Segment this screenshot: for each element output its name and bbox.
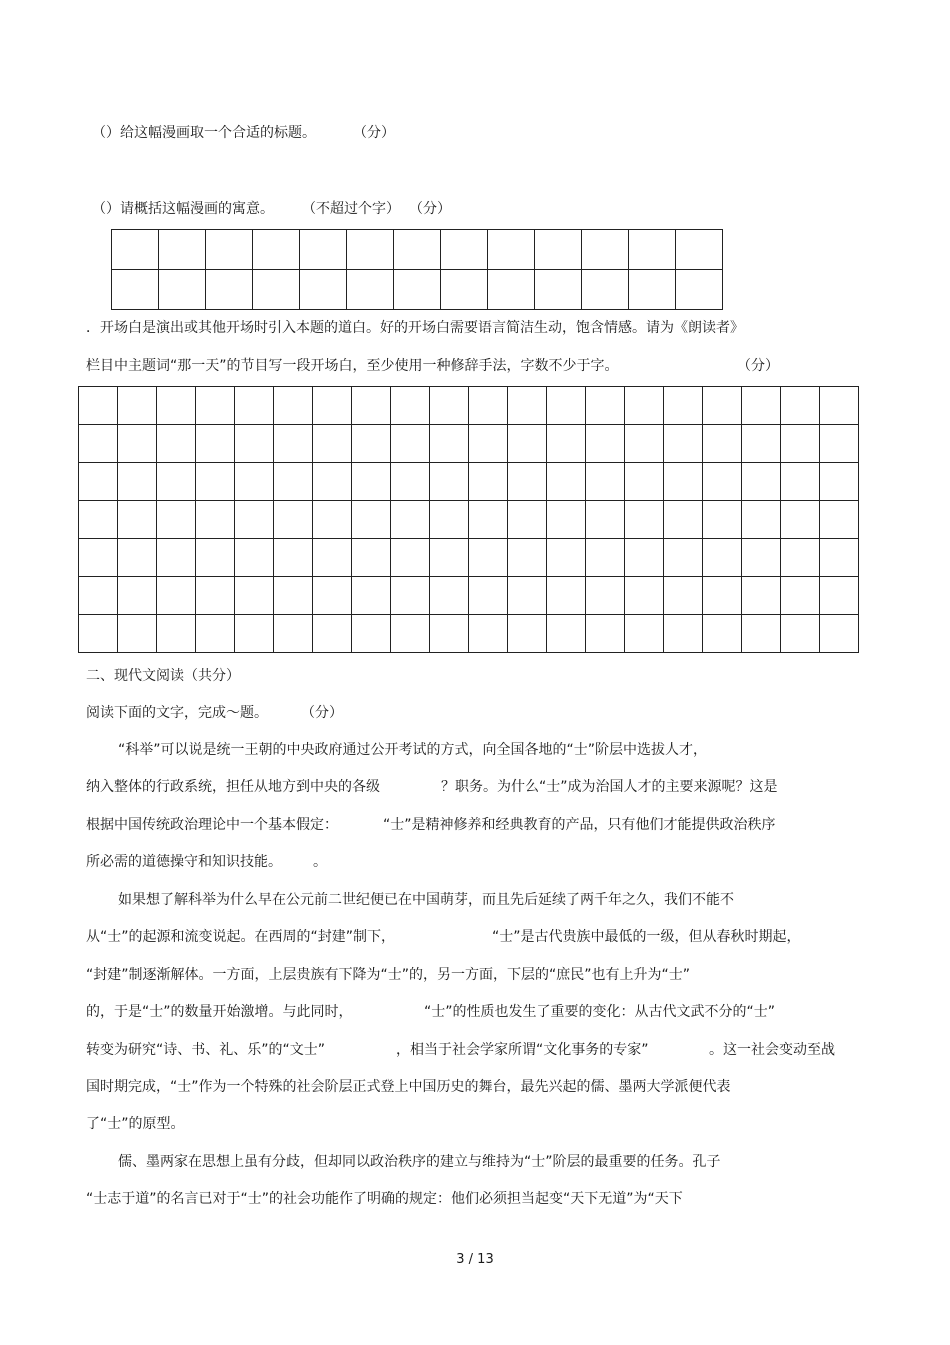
grid-cell[interactable] [430,387,469,425]
grid-cell[interactable] [547,539,586,577]
grid-cell[interactable] [781,577,820,615]
passage-p1-line3b: “士”是精神修养和经典教育的产品，只有他们才能提供政治秩序 [383,817,776,833]
grid-cell[interactable] [582,230,629,270]
grid-cell[interactable] [430,539,469,577]
question-opening-score: （分） [737,358,779,374]
grid-cell[interactable] [235,425,274,463]
grid-cell[interactable] [79,539,118,577]
passage-p1-line4b: 。 [313,854,327,870]
grid-cell[interactable] [586,577,625,615]
grid-cell[interactable] [508,463,547,501]
grid-cell[interactable] [781,539,820,577]
question-title: （）给这幅漫画取一个合适的标题。 [92,125,316,141]
grid-cell[interactable] [352,577,391,615]
grid-cell[interactable] [508,501,547,539]
grid-cell[interactable] [430,425,469,463]
grid-cell[interactable] [547,501,586,539]
grid-cell[interactable] [547,425,586,463]
passage-p1-line4a: 所必需的道德操守和知识技能。 [86,854,282,870]
grid-row [79,501,859,539]
grid-cell[interactable] [703,577,742,615]
grid-cell[interactable] [508,387,547,425]
grid-cell[interactable] [430,577,469,615]
grid-cell[interactable] [469,425,508,463]
grid-cell[interactable] [508,577,547,615]
question-opening-line1: ．开场白是演出或其他开场时引入本题的道白。好的开场白需要语言简洁生动，饱含情感。请为《朗读者》 [86,320,744,336]
question-meaning: （）请概括这幅漫画的寓意。 [92,201,274,217]
grid-cell[interactable] [664,463,703,501]
grid-cell[interactable] [703,615,742,653]
grid-cell[interactable] [196,425,235,463]
grid-cell[interactable] [625,463,664,501]
grid-cell[interactable] [313,539,352,577]
grid-cell[interactable] [196,387,235,425]
grid-row [79,577,859,615]
grid-cell[interactable] [352,539,391,577]
grid-cell[interactable] [118,577,157,615]
grid-cell[interactable] [703,387,742,425]
grid-cell[interactable] [586,615,625,653]
grid-cell[interactable] [196,539,235,577]
grid-cell[interactable] [586,425,625,463]
grid-cell[interactable] [253,270,300,310]
grid-cell[interactable] [157,615,196,653]
passage-p2-line2a: 从“士”的起源和流变说起。在西周的“封建”制下， [86,929,396,945]
passage-p1-line3a: 根据中国传统政治理论中一个基本假定： [86,817,338,833]
grid-cell[interactable] [300,230,347,270]
grid-cell[interactable] [352,615,391,653]
grid-cell[interactable] [157,387,196,425]
grid-cell[interactable] [547,463,586,501]
grid-cell[interactable] [742,425,781,463]
grid-cell[interactable] [313,615,352,653]
passage-p2-line4b: “士”的性质也发生了重要的变化：从古代文武不分的“士” [424,1004,776,1020]
grid-cell[interactable] [157,577,196,615]
grid-cell[interactable] [79,577,118,615]
grid-cell[interactable] [586,463,625,501]
grid-cell[interactable] [781,463,820,501]
grid-cell[interactable] [157,425,196,463]
passage-p2-line5b: ，相当于社会学家所谓“文化事务的专家” [396,1042,649,1058]
grid-cell[interactable] [625,539,664,577]
grid-cell[interactable] [79,615,118,653]
grid-cell[interactable] [781,615,820,653]
grid-cell[interactable] [664,425,703,463]
grid-cell[interactable] [391,577,430,615]
grid-cell[interactable] [196,577,235,615]
passage-p2-line5a: 转变为研究“诗、书、礼、乐”的“文士” [86,1042,326,1058]
grid-cell[interactable] [676,270,723,310]
grid-cell[interactable] [196,615,235,653]
grid-cell[interactable] [391,539,430,577]
grid-cell[interactable] [235,463,274,501]
question-title-score: （分） [353,125,395,141]
grid-cell[interactable] [391,615,430,653]
grid-cell[interactable] [703,539,742,577]
grid-cell[interactable] [430,501,469,539]
grid-cell[interactable] [118,425,157,463]
grid-cell[interactable] [664,615,703,653]
grid-cell[interactable] [488,230,535,270]
passage-p1-line2a: 纳入整体的行政系统，担任从地方到中央的各级 [86,779,380,795]
grid-cell[interactable] [274,387,313,425]
grid-cell[interactable] [625,425,664,463]
grid-cell[interactable] [118,501,157,539]
question-meaning-score: （分） [409,201,451,217]
grid-cell[interactable] [352,463,391,501]
grid-cell[interactable] [274,501,313,539]
passage-p2-line2b: “士”是古代贵族中最低的一级，但从春秋时期起， [492,929,801,945]
grid-cell[interactable] [394,270,441,310]
grid-cell[interactable] [547,387,586,425]
question-meaning-limit: （不超过个字） [302,201,400,217]
short-answer-grid[interactable] [111,229,723,310]
grid-cell[interactable] [547,615,586,653]
grid-row [112,270,723,310]
grid-cell[interactable] [196,501,235,539]
grid-cell[interactable] [703,501,742,539]
grid-cell[interactable] [820,539,859,577]
passage-p3-line1: 儒、墨两家在思想上虽有分歧，但却同以政治秩序的建立与维持为“士”阶层的最重要的任务。孔子 [118,1154,721,1170]
grid-cell[interactable] [157,463,196,501]
grid-cell[interactable] [535,230,582,270]
grid-cell[interactable] [469,577,508,615]
passage-p3-line2: “士志于道”的名言已对于“士”的社会功能作了明确的规定：他们必须担当起变“天下无道”为“天下 [86,1191,683,1207]
grid-cell[interactable] [157,539,196,577]
grid-cell[interactable] [79,463,118,501]
grid-cell[interactable] [313,577,352,615]
passage-p2-line1: 如果想了解科举为什么早在公元前二世纪便已在中国萌芽，而且先后延续了两千年之久，我们不能不 [118,892,734,908]
grid-cell[interactable] [235,577,274,615]
grid-cell[interactable] [313,501,352,539]
grid-cell[interactable] [625,615,664,653]
grid-cell[interactable] [488,270,535,310]
grid-cell[interactable] [159,270,206,310]
grid-cell[interactable] [508,425,547,463]
grid-cell[interactable] [79,425,118,463]
grid-cell[interactable] [742,387,781,425]
grid-cell[interactable] [742,463,781,501]
grid-cell[interactable] [625,387,664,425]
grid-cell[interactable] [274,615,313,653]
grid-cell[interactable] [469,615,508,653]
passage-p2-line3: “封建”制逐渐解体。一方面，上层贵族有下降为“士”的，另一方面，下层的“庶民”也有上升为“士” [86,967,691,983]
grid-cell[interactable] [469,463,508,501]
grid-cell[interactable] [159,230,206,270]
grid-cell[interactable] [347,230,394,270]
passage-p2-line6: 国时期完成，“士”作为一个特殊的社会阶层正式登上中国历史的舞台，最先兴起的儒、墨两大学派便代表 [86,1079,731,1095]
grid-cell[interactable] [508,615,547,653]
grid-cell[interactable] [586,387,625,425]
grid-cell[interactable] [274,425,313,463]
grid-cell[interactable] [157,501,196,539]
grid-cell[interactable] [508,539,547,577]
grid-cell[interactable] [235,539,274,577]
passage-p2-line7: 了“士”的原型。 [86,1116,185,1132]
passage-p1-line2b: ？职务。为什么“士”成为治国人才的主要来源呢？这是 [441,779,778,795]
grid-cell[interactable] [703,425,742,463]
grid-cell[interactable] [742,501,781,539]
grid-row [79,615,859,653]
grid-cell[interactable] [196,463,235,501]
grid-cell[interactable] [664,387,703,425]
grid-cell[interactable] [586,501,625,539]
grid-cell[interactable] [118,539,157,577]
grid-cell[interactable] [781,387,820,425]
grid-cell[interactable] [441,270,488,310]
grid-cell[interactable] [112,230,159,270]
grid-cell[interactable] [676,230,723,270]
grid-cell[interactable] [742,615,781,653]
grid-cell[interactable] [274,539,313,577]
grid-cell[interactable] [629,230,676,270]
grid-cell[interactable] [313,425,352,463]
grid-cell[interactable] [742,539,781,577]
grid-cell[interactable] [118,387,157,425]
passage-p1-line1: “科举”可以说是统一王朝的中央政府通过公开考试的方式，向全国各地的“士”阶层中选拔人才， [118,742,708,758]
grid-cell[interactable] [79,501,118,539]
section-heading: 二、现代文阅读（共分） [86,668,240,684]
grid-cell[interactable] [347,270,394,310]
grid-cell[interactable] [391,463,430,501]
grid-cell[interactable] [352,387,391,425]
grid-cell[interactable] [235,615,274,653]
grid-cell[interactable] [274,577,313,615]
page-number: 3 / 13 [456,1252,494,1267]
grid-cell[interactable] [664,577,703,615]
grid-cell[interactable] [391,387,430,425]
grid-cell[interactable] [112,270,159,310]
grid-cell[interactable] [235,501,274,539]
grid-cell[interactable] [820,577,859,615]
grid-cell[interactable] [118,463,157,501]
grid-cell[interactable] [820,615,859,653]
grid-cell[interactable] [703,463,742,501]
grid-cell[interactable] [781,501,820,539]
grid-cell[interactable] [253,230,300,270]
grid-row [79,539,859,577]
grid-cell[interactable] [235,387,274,425]
grid-cell[interactable] [352,501,391,539]
grid-cell[interactable] [79,387,118,425]
grid-cell[interactable] [469,501,508,539]
grid-cell[interactable] [586,539,625,577]
grid-cell[interactable] [820,387,859,425]
section-instruction-score: （分） [301,705,343,721]
grid-cell[interactable] [391,501,430,539]
passage-p2-line5c: 。这一社会变动至战 [709,1042,835,1058]
grid-cell[interactable] [547,577,586,615]
grid-cell[interactable] [391,425,430,463]
grid-cell[interactable] [742,577,781,615]
grid-cell[interactable] [313,387,352,425]
grid-cell[interactable] [206,270,253,310]
question-opening-line2: 栏目中主题词“那一天”的节目写一段开场白，至少使用一种修辞手法，字数不少于字。 [86,358,619,374]
section-instruction: 阅读下面的文字，完成～题。 [86,705,268,721]
grid-cell[interactable] [625,501,664,539]
grid-cell[interactable] [820,463,859,501]
grid-cell[interactable] [469,539,508,577]
grid-cell[interactable] [535,270,582,310]
grid-cell[interactable] [582,270,629,310]
grid-cell[interactable] [394,230,441,270]
grid-cell[interactable] [300,270,347,310]
grid-row [112,230,723,270]
grid-cell[interactable] [820,501,859,539]
grid-cell[interactable] [629,270,676,310]
opening-answer-grid[interactable] [78,386,859,653]
passage-p2-line4a: 的，于是“士”的数量开始激增。与此同时， [86,1004,353,1020]
grid-cell[interactable] [313,463,352,501]
grid-cell[interactable] [352,425,391,463]
grid-cell[interactable] [469,387,508,425]
grid-cell[interactable] [118,615,157,653]
grid-cell[interactable] [664,539,703,577]
grid-cell[interactable] [430,463,469,501]
grid-cell[interactable] [441,230,488,270]
grid-cell[interactable] [430,615,469,653]
grid-cell[interactable] [625,577,664,615]
grid-cell[interactable] [820,425,859,463]
grid-row [79,463,859,501]
grid-row [79,425,859,463]
grid-row [79,387,859,425]
grid-cell[interactable] [274,463,313,501]
grid-cell[interactable] [664,501,703,539]
grid-cell[interactable] [781,425,820,463]
grid-cell[interactable] [206,230,253,270]
